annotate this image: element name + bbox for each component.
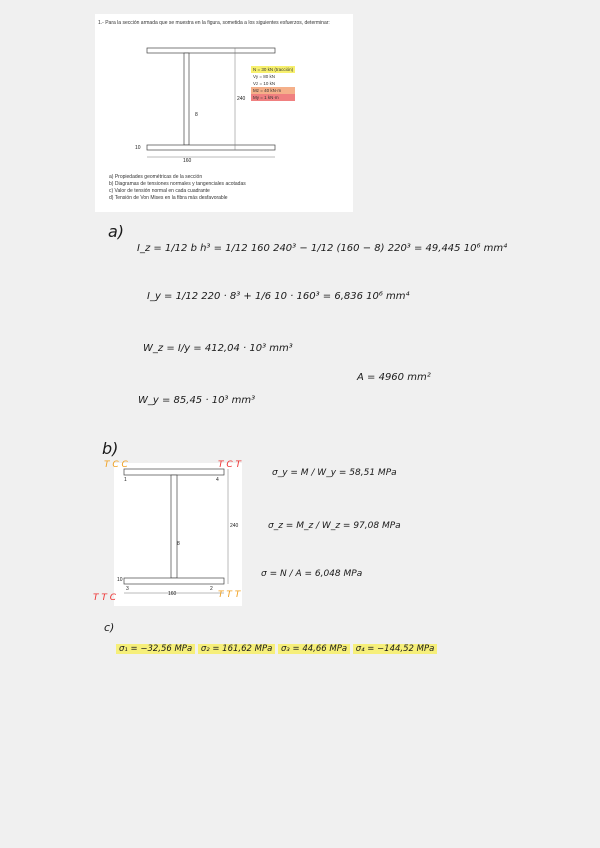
quadrant-2: 2 bbox=[210, 586, 213, 592]
problem-items bbox=[109, 174, 246, 202]
corner-br bbox=[218, 590, 240, 600]
load-item: Mz = 40 kN·m bbox=[251, 87, 295, 94]
formula-area: A = 4960 mm² bbox=[357, 372, 431, 383]
corner-tr bbox=[218, 460, 241, 470]
quadrant-stress: σ₃ = 44,66 MPa bbox=[278, 644, 350, 654]
dim-width: 160 bbox=[183, 158, 192, 164]
stress-sigma-z: σ_z = M_z / W_z = 97,08 MPa bbox=[268, 521, 401, 531]
load-item: Vy = 80 kN bbox=[253, 74, 275, 79]
corner-br-label: T T T bbox=[218, 590, 241, 600]
load-item: My = 1 kN·m bbox=[251, 94, 295, 101]
formula-iy: I_y = 1/12 220 · 8³ + 1/6 10 · 160³ = 6,836 10⁶ mm⁴ bbox=[147, 291, 410, 302]
quadrant-1: 1 bbox=[124, 477, 127, 483]
section-b-label: b) bbox=[102, 439, 119, 458]
corner-tl-label: T C C bbox=[104, 460, 128, 470]
quadrant-stress: σ₁ = −32,56 MPa bbox=[116, 644, 195, 654]
dim-height: 240 bbox=[237, 96, 246, 102]
section-c-label: c) bbox=[104, 621, 115, 634]
formula-iz: I_z = 1/12 b h³ = 1/12 160 240³ − 1/12 (160 − 8) 220³ = 49,445 10⁶ mm⁴ bbox=[137, 243, 508, 254]
problem-statement: 1.- Para la sección armada que se muestra en la figura, sometida a los siguientes esfuerzos, determinar: bbox=[98, 20, 330, 26]
problem-item: c) Valor de tensión normal en cada cuadrante bbox=[109, 188, 210, 194]
load-item: Vz = 10 kN bbox=[253, 81, 276, 86]
corner-bl-label: T T C bbox=[93, 593, 117, 603]
i-beam-drawing bbox=[114, 463, 242, 606]
formula-wy: W_y = 85,45 · 10³ mm³ bbox=[138, 395, 256, 406]
problem-item: a) Propiedades geométricas de la sección bbox=[109, 174, 203, 180]
corner-tl bbox=[104, 460, 128, 470]
dim-flange: 10 bbox=[135, 145, 141, 151]
quadrant-stress: σ₂ = 161,62 MPa bbox=[198, 644, 275, 654]
dim-web: 8 bbox=[195, 112, 198, 118]
problem-item: d) Tensión de Von Mises en la fibra más desfavorable bbox=[109, 195, 228, 201]
quadrant-stress: σ₄ = −144,52 MPa bbox=[353, 644, 438, 654]
dim-width-b: 160 bbox=[168, 591, 177, 597]
problem-item: b) Diagramas de tensiones normales y tangenciales acotadas bbox=[109, 181, 246, 187]
i-beam-figure-b bbox=[114, 463, 242, 606]
stress-sigma-n: σ = N / A = 6,048 MPa bbox=[261, 569, 363, 579]
quadrant-stresses bbox=[116, 644, 437, 654]
problem-scan bbox=[95, 14, 353, 212]
dim-web-b: 8 bbox=[177, 541, 180, 547]
load-item: N = 30 kN (tracción) bbox=[253, 67, 294, 72]
quadrant-3: 3 bbox=[126, 586, 129, 592]
formula-wz: W_z = I/y = 412,04 · 10³ mm³ bbox=[143, 343, 293, 354]
section-a-label: a) bbox=[108, 222, 125, 241]
corner-tr-label: T C T bbox=[218, 460, 242, 470]
dim-flange-b: 10 bbox=[117, 577, 123, 583]
dim-height-b: 240 bbox=[230, 523, 239, 529]
quadrant-4: 4 bbox=[216, 477, 219, 483]
stress-sigma-y: σ_y = M / W_y = 58,51 MPa bbox=[272, 468, 397, 478]
corner-bl bbox=[93, 593, 116, 603]
load-list bbox=[251, 66, 295, 101]
